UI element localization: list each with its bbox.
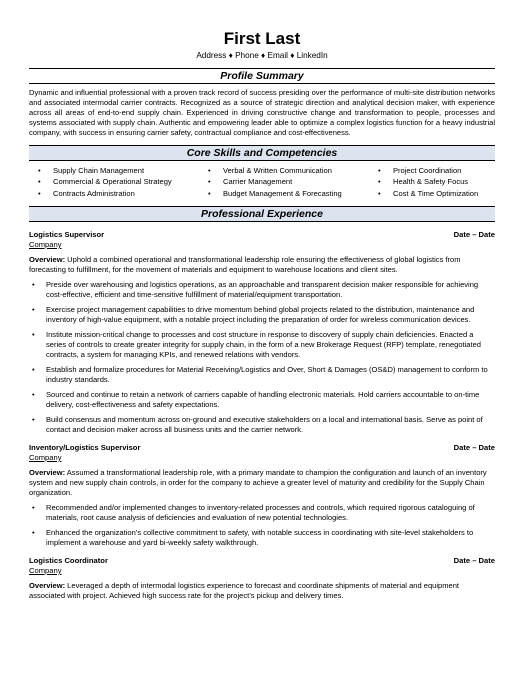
job-overview [29,255,495,275]
overview-text: Uphold a combined operational and transformational leadership role ensuring the effectiveness of global logistics from forecasting to fulfillment, for the movement of materials and equipment to warehouse locations and client sites. [29,254,461,274]
job-dates: Date – Date [453,229,495,239]
job-bullet: • Sourced and continue to retain a network of carriers capable of handling electronic materials. Hold carriers accountable to on-time delivery, cost-effectiveness and safety expectations. [29,390,495,410]
job-bullet: • Enhanced the organization’s collective commitment to safety, with notable success in coordinating with site-level stakeholders to implement a warehouse and yard bi-weekly safety walkthrough. [29,528,495,548]
job-header [29,230,495,240]
skill-item: • Project Coordination [369,165,478,176]
job-header [29,443,495,453]
job-entry [29,443,495,548]
overview-label: Overview: [29,467,66,477]
skill-item: • Cost & Time Optimization [369,188,478,199]
job-title: Logistics Coordinator [29,555,108,565]
skill-item: • Verbal & Written Communication [199,165,369,176]
overview-text: Assumed a transformational leadership role, with a primary mandate to champion the configuration and launch of an inventory system and new supply chain controls, in order for the company to achieve a greater level of maturity and credibility for the Supply Chain organization. [29,467,487,497]
job-header [29,556,495,566]
job-bullet: • Recommended and/or implemented changes to inventory-related processes and controls, which required rigorous cataloguing of materials, root cause analysis of deficiencies and evaluation of new potential technologies. [29,503,495,523]
job-bullet: • Build consensus and momentum across on-ground and executive stakeholders on a local and international basis. Serve as point of contact and decision maker across all business units and the carrier network. [29,415,495,435]
resume-page [29,0,495,601]
job-overview [29,581,495,601]
company-name: Company [29,565,62,575]
skill-item: • Health & Safety Focus [369,176,478,187]
job-entry [29,230,495,435]
job-bullets [29,280,495,435]
section-header-summary: Profile Summary [29,68,495,84]
overview-label: Overview: [29,580,66,590]
job-entry [29,556,495,601]
job-overview [29,468,495,498]
section-header-skills: Core Skills and Competencies [29,145,495,161]
skills-list [29,165,495,199]
overview-label: Overview: [29,254,66,264]
job-title: Logistics Supervisor [29,229,105,239]
job-bullet: • Institute mission-critical change to processes and cost structure in response to discovery of supply chain deficiencies. Enacted a series of controls to create greater integrity for supply chain, in the form of a new Brokerage Request (RFP) template, renegotiated contracts, a system for managing KPIs, and renewed relations with vendors. [29,330,495,360]
job-dates: Date – Date [453,442,495,452]
job-dates: Date – Date [453,555,495,565]
skill-item: • Contracts Administration [29,188,199,199]
skills-column-1 [29,165,199,199]
skills-column-2 [199,165,369,199]
job-bullet: • Preside over warehousing and logistics operations, as an approachable and transparent decision maker responsible for achieving cost-effective, efficient and time-sensitive fulfillment of material/equipment transportation. [29,280,495,300]
company-name: Company [29,452,62,462]
profile-summary-text: Dynamic and influential professional with a proven track record of success presiding over the performance of multi-site distribution networks and associated intermodal carrier contracts. Recognized as a source of strategic direction and analytical decision maker, with experience across all areas of end-to-end supply chain. Experienced in driving constructive change and transformation to people, processes and systems associated with supply chain. Authentic and empowering leader able to optimize a complex logistics function for a heavy industrial company, with success in ensuring carrier safety, contractual compliance and cost-effectiveness. [29,88,495,137]
skill-item: • Commercial & Operational Strategy [29,176,199,187]
job-bullets [29,503,495,548]
skill-item: • Supply Chain Management [29,165,199,176]
job-title: Inventory/Logistics Supervisor [29,442,141,452]
candidate-name: First Last [223,29,301,48]
job-bullet: • Exercise project management capabilities to drive momentum behind global projects related to the distribution, maintenance and inventory of high-value equipment, with a notable project including the preparation of order for wireless communication devices. [29,305,495,325]
skills-column-3 [369,165,478,199]
skill-item: • Carrier Management [199,176,369,187]
job-bullet: • Establish and formalize procedures for Material Receiving/Logistics and Over, Short & Damages (OS&D) management to conform to industry standards. [29,365,495,385]
contact-line: Address ♦ Phone ♦ Email ♦ LinkedIn [196,51,328,60]
section-header-experience: Professional Experience [29,206,495,222]
skill-item: • Budget Management & Forecasting [199,188,369,199]
company-name: Company [29,239,62,249]
overview-text: Leveraged a depth of intermodal logistics experience to forecast and coordinate shipments of material and equipment associated with project. Achieved high success rate for the project’s pickup and delivery times. [29,580,460,600]
